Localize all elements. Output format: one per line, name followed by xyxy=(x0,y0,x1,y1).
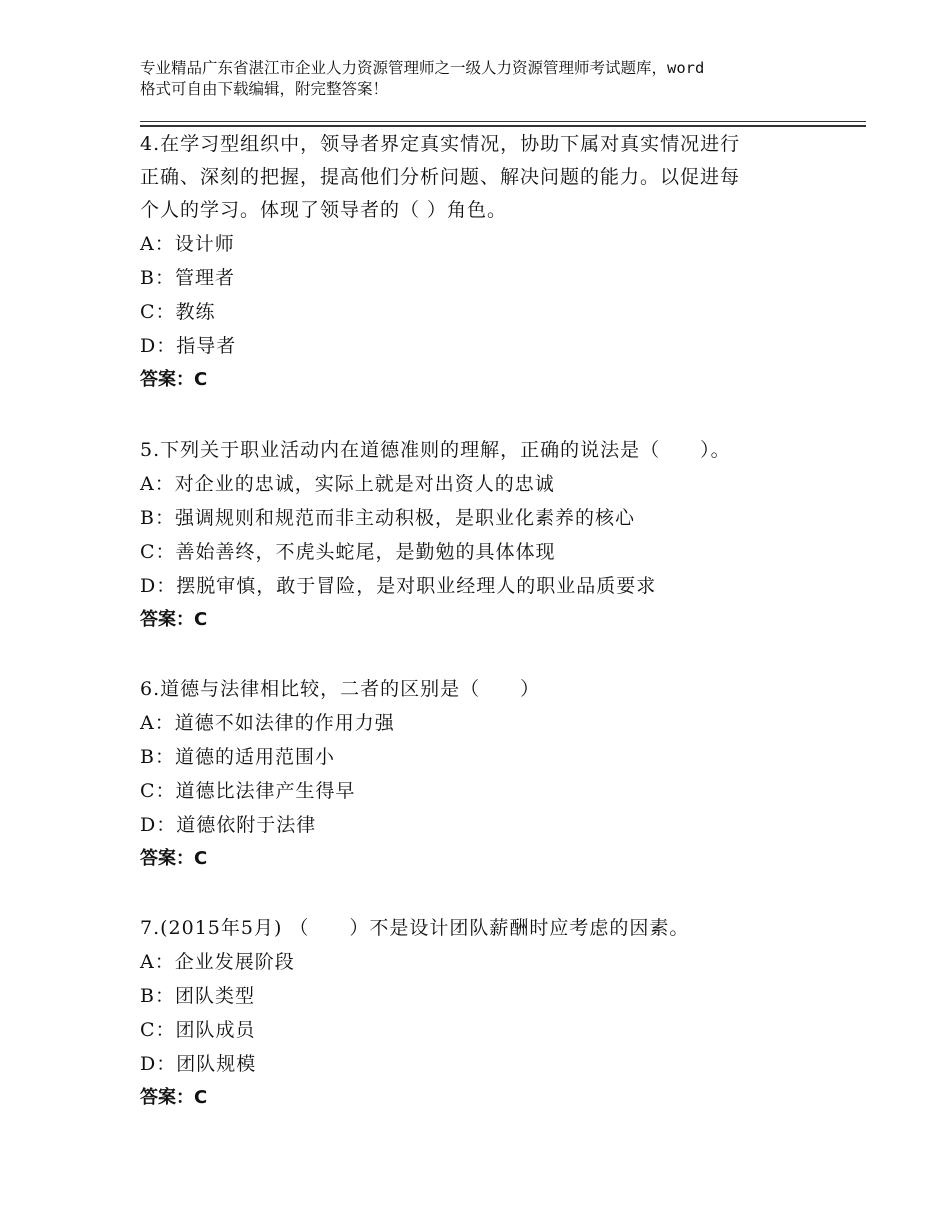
answer: 答案：C xyxy=(140,848,208,869)
option-a: A：设计师 xyxy=(140,233,235,255)
option-a: A：对企业的忠诚，实际上就是对出资人的忠诚 xyxy=(140,473,555,495)
question-6 xyxy=(140,673,810,876)
option-b: B：强调规则和规范而非主动积极，是职业化素养的核心 xyxy=(140,507,635,529)
answer: 答案：C xyxy=(140,369,208,390)
option-b: B：道德的适用范围小 xyxy=(140,746,335,768)
option-d: D：指导者 xyxy=(140,335,237,357)
question-stem-line: 个人的学习。体现了领导者的（ ）角色。 xyxy=(140,199,508,221)
option-b: B：管理者 xyxy=(140,267,235,289)
option-c: C：道德比法律产生得早 xyxy=(140,780,356,802)
question-stem-line: 7.(2015年5月) （ ）不是设计团队薪酬时应考虑的因素。 xyxy=(140,917,690,939)
header-line-2: 格式可自由下载编辑，附完整答案！ xyxy=(140,80,389,98)
option-d: D：道德依附于法律 xyxy=(140,814,317,836)
question-4 xyxy=(140,128,810,397)
question-stem-line: 4.在学习型组织中，领导者界定真实情况，协助下属对真实情况进行 xyxy=(140,133,741,155)
header-divider-thin xyxy=(140,121,866,122)
option-d: D：摆脱审慎，敢于冒险，是对职业经理人的职业品质要求 xyxy=(140,575,657,597)
option-c: C：教练 xyxy=(140,301,216,323)
document-header xyxy=(140,58,840,100)
question-7 xyxy=(140,912,810,1115)
answer: 答案：C xyxy=(140,609,208,630)
option-d: D：团队规模 xyxy=(140,1053,257,1075)
question-stem-line: 5.下列关于职业活动内在道德准则的理解，正确的说法是（ ）。 xyxy=(140,439,731,461)
option-a: A：道德不如法律的作用力强 xyxy=(140,712,395,734)
question-stem-line: 6.道德与法律相比较，二者的区别是（ ） xyxy=(140,678,541,700)
option-a: A：企业发展阶段 xyxy=(140,951,295,973)
question-stem-line: 正确、深刻的把握，提高他们分析问题、解决问题的能力。以促进每 xyxy=(140,166,741,188)
header-divider-thick xyxy=(140,125,866,127)
header-line-1: 专业精品广东省湛江市企业人力资源管理师之一级人力资源管理师考试题库，word xyxy=(140,59,705,77)
option-c: C：团队成员 xyxy=(140,1019,256,1041)
option-b: B：团队类型 xyxy=(140,985,255,1007)
question-5 xyxy=(140,434,810,637)
option-c: C：善始善终，不虎头蛇尾，是勤勉的具体体现 xyxy=(140,541,556,563)
answer: 答案：C xyxy=(140,1087,208,1108)
